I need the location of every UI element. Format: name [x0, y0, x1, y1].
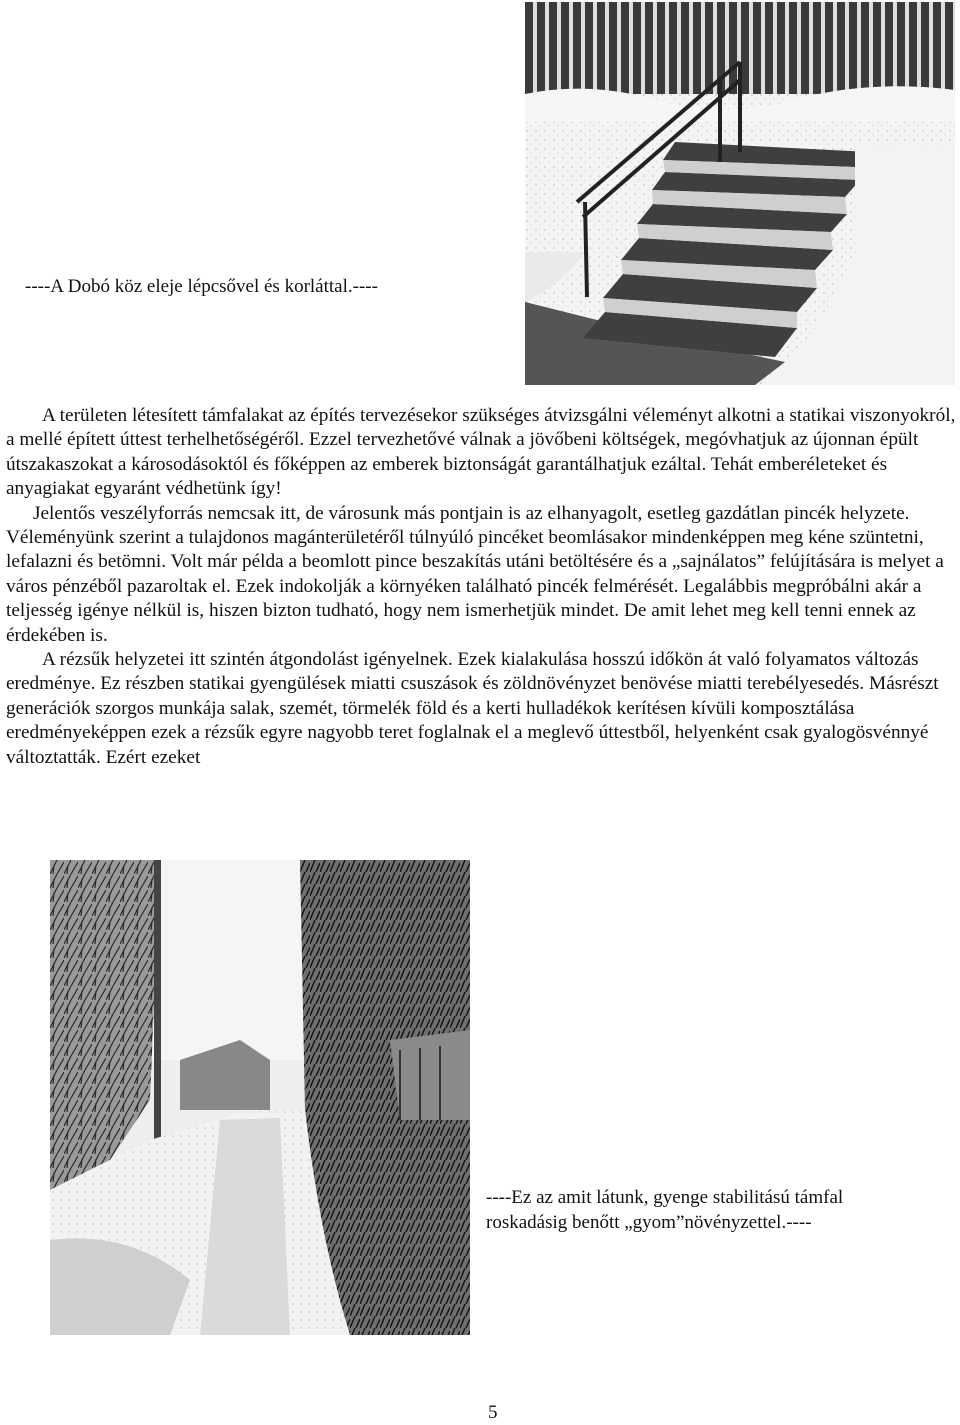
paragraph-1: A területen létesített támfalakat az építés tervezésekor szükséges átvizsgálni véleményt alkotni a statikai viszonyokról, a mellé épített úttest terhelhetőségéről. Ezzel tervezhetővé válnak a jövőbeni költségek, megóvhatjuk az újonnan épült útszakaszokat a károsodásoktól és főképpen az emberek biztonságát garantálhatjuk ezáltal. Tehát emberéleteket és anyagiakat egyaránt védhetünk így! — [6, 405, 956, 500]
photo2-caption-line1: ----Ez az amit látunk, gyenge stabilitású támfal — [486, 1187, 844, 1208]
photo1-caption: ----A Dobó köz eleje lépcsővel és korláttal.---- — [25, 276, 378, 297]
staircase-photo — [525, 2, 955, 385]
body-text — [6, 404, 956, 770]
page-number: 5 — [488, 1402, 498, 1423]
paragraph-2: Jelentős veszélyforrás nemcsak itt, de városunk más pontjain is az elhanyagolt, esetleg gazdátlan pincék helyzete. Véleményünk szerint a tulajdonos magánterületéről túlnyúló pincéket beomlásakor mindenképpen meg kéne szüntetni, lefalazni és betömni. Volt már példa a beomlott pince beszakítás utáni betöltésére és a „sajnálatos” felújítására is melyet a város pénzéből pazaroltak el. Ezek indokolják a környéken található pincék felmérését. Legalábbis megpróbálni akár a teljesség igénye nélkül is, hiszen bizton tudható, hogy nem ismerhetjük mindet. De amit lehet meg kell tenni ennek az érdekében is. — [6, 502, 944, 646]
overgrown-path-photo — [50, 860, 470, 1335]
paragraph-3: A rézsűk helyzetei itt szintén átgondolást igényelnek. Ezek kialakulása hosszú időkön át való folyamatos változás eredménye. Ez részben statikai gyengülések miatti csuszások és zöldnövényzet benövése miatti terebélyesedés. Másrészt generációk szorgos munkája salak, szemét, törmelék föld és a kerti hulladékok kerítésen kívüli komposztálása eredményeképpen ezek a rézsűk egyre nagyobb teret foglalnak el a meglevő úttestből, helyenként csak gyalogösvénnyé változtatták. Ezért ezeket — [6, 649, 939, 768]
photo2-caption-line2: roskadásig benőtt „gyom”növényzettel.---- — [486, 1212, 812, 1233]
